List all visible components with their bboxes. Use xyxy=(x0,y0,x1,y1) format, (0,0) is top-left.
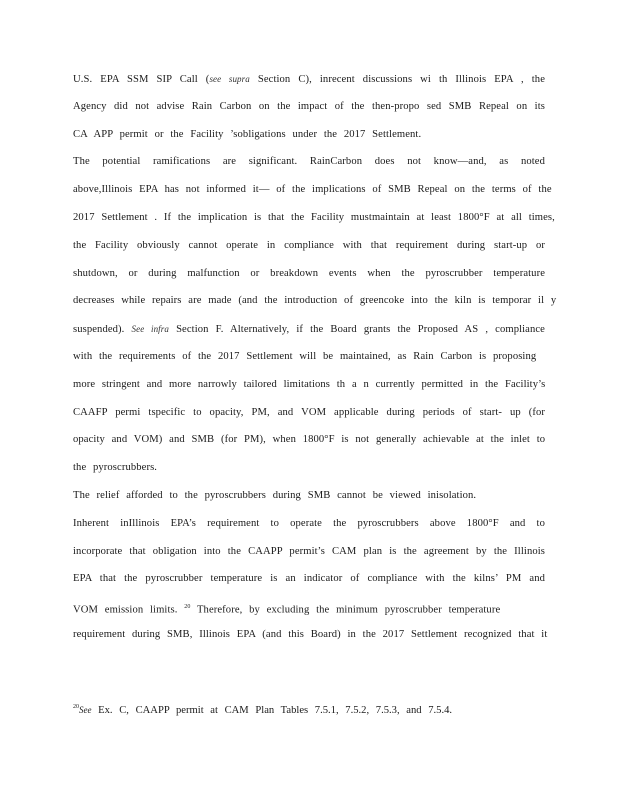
text-run: CA APP permit or the Facility ’sobligations under the 2017 Settlement. xyxy=(73,128,422,140)
footnote xyxy=(73,699,545,719)
text-line xyxy=(73,179,552,207)
footnote-reference: 20 xyxy=(184,604,191,611)
text-line xyxy=(73,346,545,374)
text-run: shutdown, or during malfunction or breakdown events when the pyroscrubber temperature xyxy=(73,267,545,279)
text-run: Section F. Alternatively, if the Board grants the Proposed AS , compliance xyxy=(168,324,545,336)
text-run: above,Illinois EPA has not informed it— of the implications of SMB Repeal on the terms of the xyxy=(73,184,552,196)
text-line xyxy=(73,151,545,179)
text-line xyxy=(73,402,545,430)
text-line xyxy=(73,429,545,457)
text-run: opacity and VOM) and SMB (for PM), when 1800°F is not generally achievable at the inlet to xyxy=(73,434,546,446)
text-line xyxy=(73,624,548,652)
text-line xyxy=(73,485,545,513)
body-text xyxy=(73,68,557,652)
footnote-text: Ex. C, CAAPP permit at CAM Plan Tables 7.5.1, 7.5.2, 7.5.3, and 7.5.4. xyxy=(91,705,453,716)
text-run: VOM emission limits. xyxy=(73,604,185,616)
text-line xyxy=(73,568,545,596)
text-run: Therefore, by excluding the minimum pyroscrubber temperature xyxy=(190,604,501,616)
text-run: The relief afforded to the pyroscrubbers during SMB cannot be viewed inisolation. xyxy=(73,489,477,501)
text-line xyxy=(73,290,557,318)
footnote-see: See xyxy=(79,705,92,715)
text-run: with the requirements of the 2017 Settlement will be maintained, as Rain Carbon is proposing xyxy=(73,350,537,362)
text-line xyxy=(73,596,545,624)
text-line xyxy=(73,318,545,346)
text-run: U.S. EPA SSM SIP Call ( xyxy=(73,74,210,85)
text-run: suspended). xyxy=(73,324,132,336)
text-line xyxy=(73,207,555,235)
text-run: 2017 Settlement . If the implication is that the Facility mustmaintain at least 1800°F at all times, xyxy=(73,211,555,223)
text-line xyxy=(73,124,545,152)
text-line xyxy=(73,235,545,263)
citation-signal: See infra xyxy=(131,324,169,335)
text-line xyxy=(73,457,545,485)
text-run: decreases while repairs are made (and the introduction of greencoke into the kiln is temporar il y xyxy=(73,295,557,307)
text-run: more stringent and more narrowly tailored limitations th a n currently permitted in the Facility’s xyxy=(73,378,546,390)
text-run: incorporate that obligation into the CAAPP permit’s CAM plan is the agreement by the Illinois xyxy=(73,545,545,557)
text-run: CAAFP permi tspecific to opacity, PM, and VOM applicable during periods of start- up (for xyxy=(73,406,545,418)
text-line xyxy=(73,263,545,291)
text-run: Agency did not advise Rain Carbon on the impact of the then-propo sed SMB Repeal on its xyxy=(73,100,545,112)
text-run: Inherent inIllinois EPA’s requirement to operate the pyroscrubbers above 1800°F and to xyxy=(73,517,545,529)
text-run: requirement during SMB, Illinois EPA (and this Board) in the 2017 Settlement recognized that it xyxy=(73,628,548,640)
citation-signal: see supra xyxy=(209,74,250,84)
text-run: The potential ramifications are significant. RainCarbon does not know—and, as noted xyxy=(73,156,545,168)
text-line xyxy=(73,513,545,541)
text-line xyxy=(73,541,545,569)
text-line xyxy=(73,96,545,124)
text-run: the pyroscrubbers. xyxy=(73,462,158,474)
text-run: Section C), inrecent discussions wi th Illinois EPA , the xyxy=(249,74,545,85)
text-line xyxy=(73,68,545,96)
text-run: the Facility obviously cannot operate in compliance with that requirement during start-up or xyxy=(73,239,545,251)
text-line xyxy=(73,374,545,402)
text-run: EPA that the pyroscrubber temperature is an indicator of compliance with the kilns’ PM and xyxy=(73,573,545,585)
footnote-number: 20 xyxy=(73,704,79,710)
